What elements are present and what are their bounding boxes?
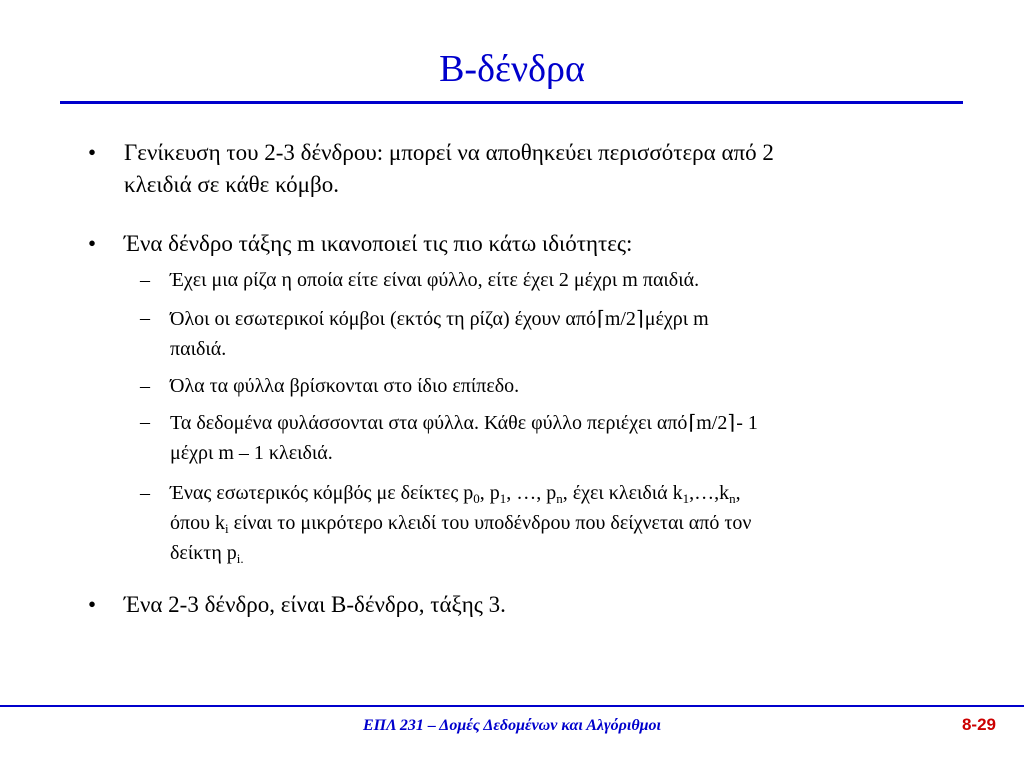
title-divider bbox=[60, 101, 963, 104]
sub-item-1: Έχει μια ρίζα η οποία είτε είναι φύλλο, είτε έχει 2 μέχρι m παιδιά. bbox=[170, 269, 700, 291]
bullet-marker: • bbox=[88, 140, 97, 165]
slide-title: Β-δένδρα bbox=[439, 48, 585, 90]
sub-item-2-text: Όλοι οι εσωτερικοί κόμβοι (εκτός τη ρίζα) έχουν από bbox=[170, 308, 596, 330]
ceiling-expression: ⌈m/2⌉ bbox=[597, 306, 644, 330]
ceiling-expression: ⌈m/2⌉ bbox=[688, 410, 736, 434]
sub-item-4-line-2: μέχρι m – 1 κλειδιά. bbox=[170, 442, 333, 464]
bullet-2: Ένα δένδρο τάξης m ικανοποιεί τις πιο κάτω ιδιότητες: bbox=[124, 231, 633, 256]
dash-marker: – bbox=[140, 269, 150, 291]
sub-item-2: Όλοι οι εσωτερικοί κόμβοι (εκτός τη ρίζα) έχουν από⌈m/2⌉μέχρι m παιδιά. bbox=[170, 303, 954, 364]
bullet-3: Ένα 2-3 δένδρο, είναι Β-δένδρο, τάξης 3. bbox=[124, 592, 506, 617]
footer-divider bbox=[0, 705, 1024, 707]
dash-marker: – bbox=[140, 307, 150, 329]
bullet-marker: • bbox=[88, 231, 97, 256]
bullet-1-line-2: κλειδιά σε κάθε κόμβο. bbox=[124, 172, 339, 197]
sub-item-4: Τα δεδομένα φυλάσσονται στα φύλλα. Κάθε φύλλο περιέχει από⌈m/2⌉- 1 μέχρι m – 1 κλειδιά. bbox=[170, 407, 954, 468]
bullet-marker: • bbox=[88, 592, 97, 617]
sub-item-5: Ένας εσωτερικός κόμβός με δείκτες $p_0$, $p_1$, …, $p_n$, έχει κλειδιά $k_1,\dots,k_n$, όπου $k_i$ είναι το μικρότερο κλειδί του υποδένδρου που δείχνεται από τον δείκτη $p_{i.}$ bbox=[170, 482, 752, 566]
bullet-1 bbox=[124, 137, 954, 201]
sub-item-4-text: Τα δεδομένα φυλάσσονται στα φύλλα. Κάθε φύλλο περιέχει από bbox=[170, 412, 688, 434]
footer-course-title: ΕΠΛ 231 – Δομές Δεδομένων και Αλγόριθμοι bbox=[362, 717, 661, 734]
dash-marker: – bbox=[140, 375, 150, 397]
sub-item-3: Όλα τα φύλλα βρίσκονται στο ίδιο επίπεδο. bbox=[170, 375, 520, 397]
dash-marker: – bbox=[140, 482, 150, 504]
page-number: 8-29 bbox=[961, 715, 996, 734]
sub-item-2-line-2: παιδιά. bbox=[170, 338, 227, 360]
bullet-1-line-1: Γενίκευση του 2-3 δένδρου: μπορεί να αποθηκεύει περισσότερα από 2 bbox=[124, 140, 774, 165]
dash-marker: – bbox=[140, 411, 150, 433]
